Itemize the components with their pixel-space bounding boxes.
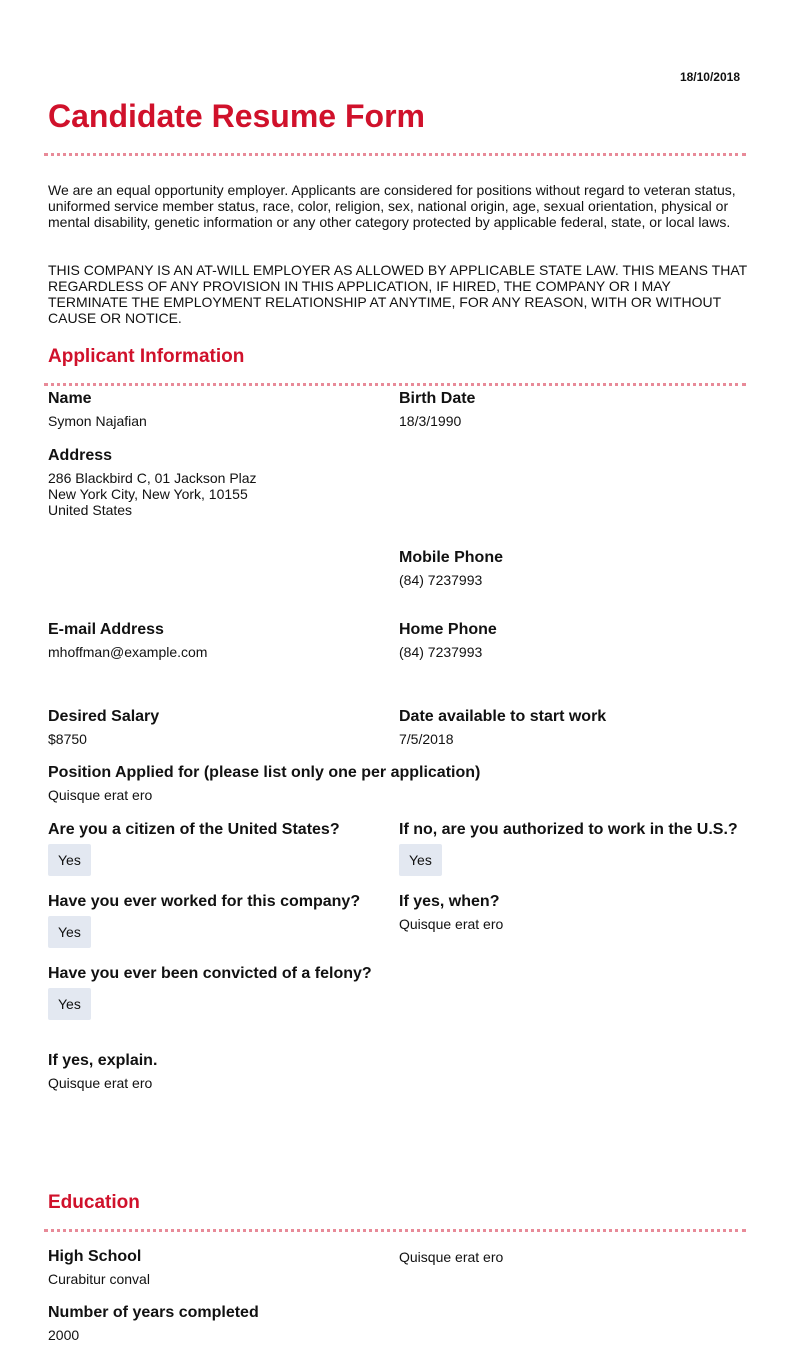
worked-before-answer-chip: Yes	[48, 916, 91, 948]
when-label: If yes, when?	[399, 893, 500, 910]
education-divider	[44, 1229, 746, 1232]
position-label: Position Applied for (please list only one per application)	[48, 764, 481, 781]
high-school-extra-value: Quisque erat ero	[399, 1249, 504, 1265]
section-title-education: Education	[48, 1192, 140, 1213]
explain-label: If yes, explain.	[48, 1052, 158, 1069]
years-completed-label: Number of years completed	[48, 1304, 259, 1321]
worked-before-question-label: Have you ever worked for this company?	[48, 893, 361, 910]
mobile-phone-value: (84) 7237993	[399, 572, 483, 588]
equal-opportunity-paragraph: We are an equal opportunity employer. Applicants are considered for positions without regard to veteran status, uniformed service member status, race, color, religion, sex, national origin, age, sexual orientation, physical or mental disability, genetic information or any other category protected by applicable federal, state, or local laws.	[48, 182, 736, 230]
home-phone-label: Home Phone	[399, 621, 497, 638]
address-line-1: 286 Blackbird C, 01 Jackson Plaz	[48, 470, 257, 486]
email-label: E-mail Address	[48, 621, 164, 638]
name-value: Symon Najafian	[48, 413, 147, 429]
email-value: mhoffman@example.com	[48, 644, 208, 660]
years-completed-value: 2000	[48, 1327, 80, 1343]
high-school-value: Curabitur conval	[48, 1271, 150, 1287]
felony-answer-chip: Yes	[48, 988, 91, 1020]
felony-question-label: Have you ever been convicted of a felony?	[48, 965, 372, 982]
authorized-answer-chip: Yes	[399, 844, 442, 876]
section-title-applicant: Applicant Information	[48, 346, 245, 367]
when-value: Quisque erat ero	[399, 916, 504, 932]
applicant-divider	[44, 383, 746, 386]
high-school-label: High School	[48, 1248, 142, 1265]
desired-salary-value: $8750	[48, 731, 87, 747]
address-line-3: United States	[48, 502, 133, 518]
citizen-answer-chip: Yes	[48, 844, 91, 876]
start-date-label: Date available to start work	[399, 708, 607, 725]
mobile-phone-label: Mobile Phone	[399, 549, 503, 566]
position-value: Quisque erat ero	[48, 787, 153, 803]
at-will-paragraph: THIS COMPANY IS AN AT-WILL EMPLOYER AS ALLOWED BY APPLICABLE STATE LAW. THIS MEANS THAT REGARDLESS OF ANY PROVISION IN THIS APPLICATION, IF HIRED, THE COMPANY OR I MAY TERMINATE THE EMPLOYMENT RELATIONSHIP AT ANYTIME, FOR ANY REASON, WITH OR WITHOUT CAUSE OR NOTICE.	[48, 262, 747, 326]
form-date: 18/10/2018	[679, 70, 740, 84]
birth-date-label: Birth Date	[399, 390, 476, 407]
birth-date-value: 18/3/1990	[399, 413, 462, 429]
citizen-question-label: Are you a citizen of the United States?	[48, 821, 340, 838]
address-line-2: New York City, New York, 10155	[48, 486, 248, 502]
title-divider	[44, 153, 746, 156]
address-label: Address	[48, 447, 113, 464]
page-title: Candidate Resume Form	[48, 98, 425, 134]
start-date-value: 7/5/2018	[399, 731, 454, 747]
explain-value: Quisque erat ero	[48, 1075, 153, 1091]
desired-salary-label: Desired Salary	[48, 708, 160, 725]
name-label: Name	[48, 390, 92, 407]
home-phone-value: (84) 7237993	[399, 644, 483, 660]
authorized-question-label: If no, are you authorized to work in the U.S.?	[399, 821, 738, 838]
